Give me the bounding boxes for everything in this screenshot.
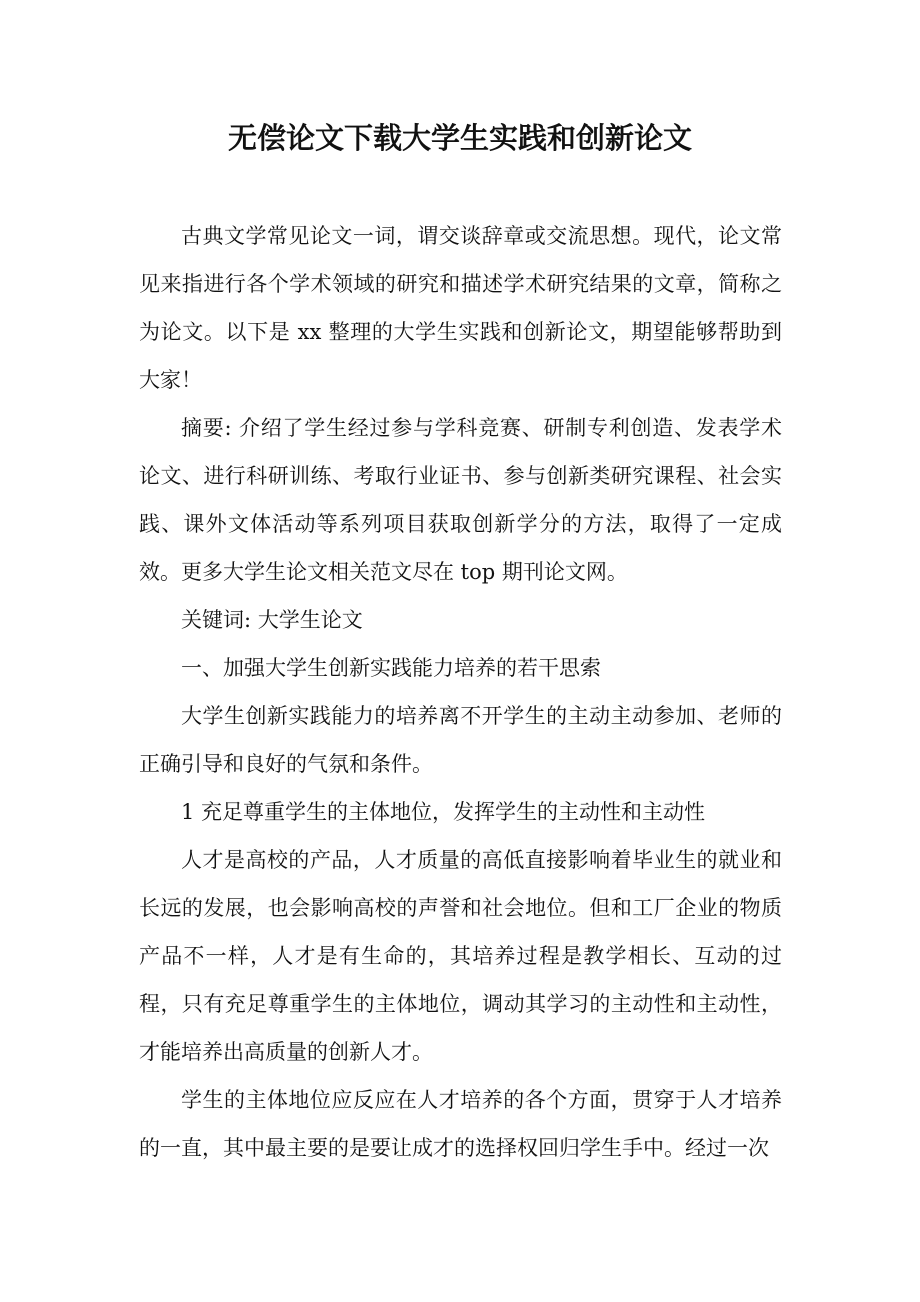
paragraph-intro: 古典文学常见论文一词，谓交谈辞章或交流思想。现代，论文常见来指进行各个学术领域的研究和描述学术研究结果的文章，简称之为论文。以下是 xx 整理的大学生实践和创新论文，期望能够帮助到大家！ <box>139 224 782 392</box>
paragraph-keywords: 关键词: 大学生论文 <box>181 608 363 632</box>
subsection-heading-1: 1 充足尊重学生的主体地位，发挥学生的主动性和主动性 <box>181 800 706 824</box>
paragraph-abstract: 摘要: 介绍了学生经过参与学科竞赛、研制专利创造、发表学术论文、进行科研训练、考取行业证书、参与创新类研究课程、社会实践、课外文体活动等系列项目获取创新学分的方法，取得了一定成效。更多大学生论文相关范文尽在 top 期刊论文网。 <box>139 416 782 584</box>
paragraph-talent: 人才是高校的产品，人才质量的高低直接影响着毕业生的就业和长远的发展，也会影响高校的声誉和社会地位。但和工厂企业的物质产品不一样，人才是有生命的，其培养过程是教学相长、互动的过程，只有充足尊重学生的主体地位，调动其学习的主动性和主动性，才能培养出高质量的创新人才。 <box>139 848 782 1064</box>
section-heading-1: 一、加强大学生创新实践能力培养的若干思索 <box>181 656 601 680</box>
document-body <box>139 212 782 1172</box>
document-title: 无偿论文下载大学生实践和创新论文 <box>227 121 692 155</box>
paragraph-student-role: 学生的主体地位应反应在人才培养的各个方面，贯穿于人才培养的一直，其中最主要的是要让成才的选择权回归学生手中。经过一次 <box>139 1088 782 1160</box>
paragraph-section-1: 大学生创新实践能力的培养离不开学生的主动主动参加、老师的正确引导和良好的气氛和条件。 <box>139 704 782 776</box>
